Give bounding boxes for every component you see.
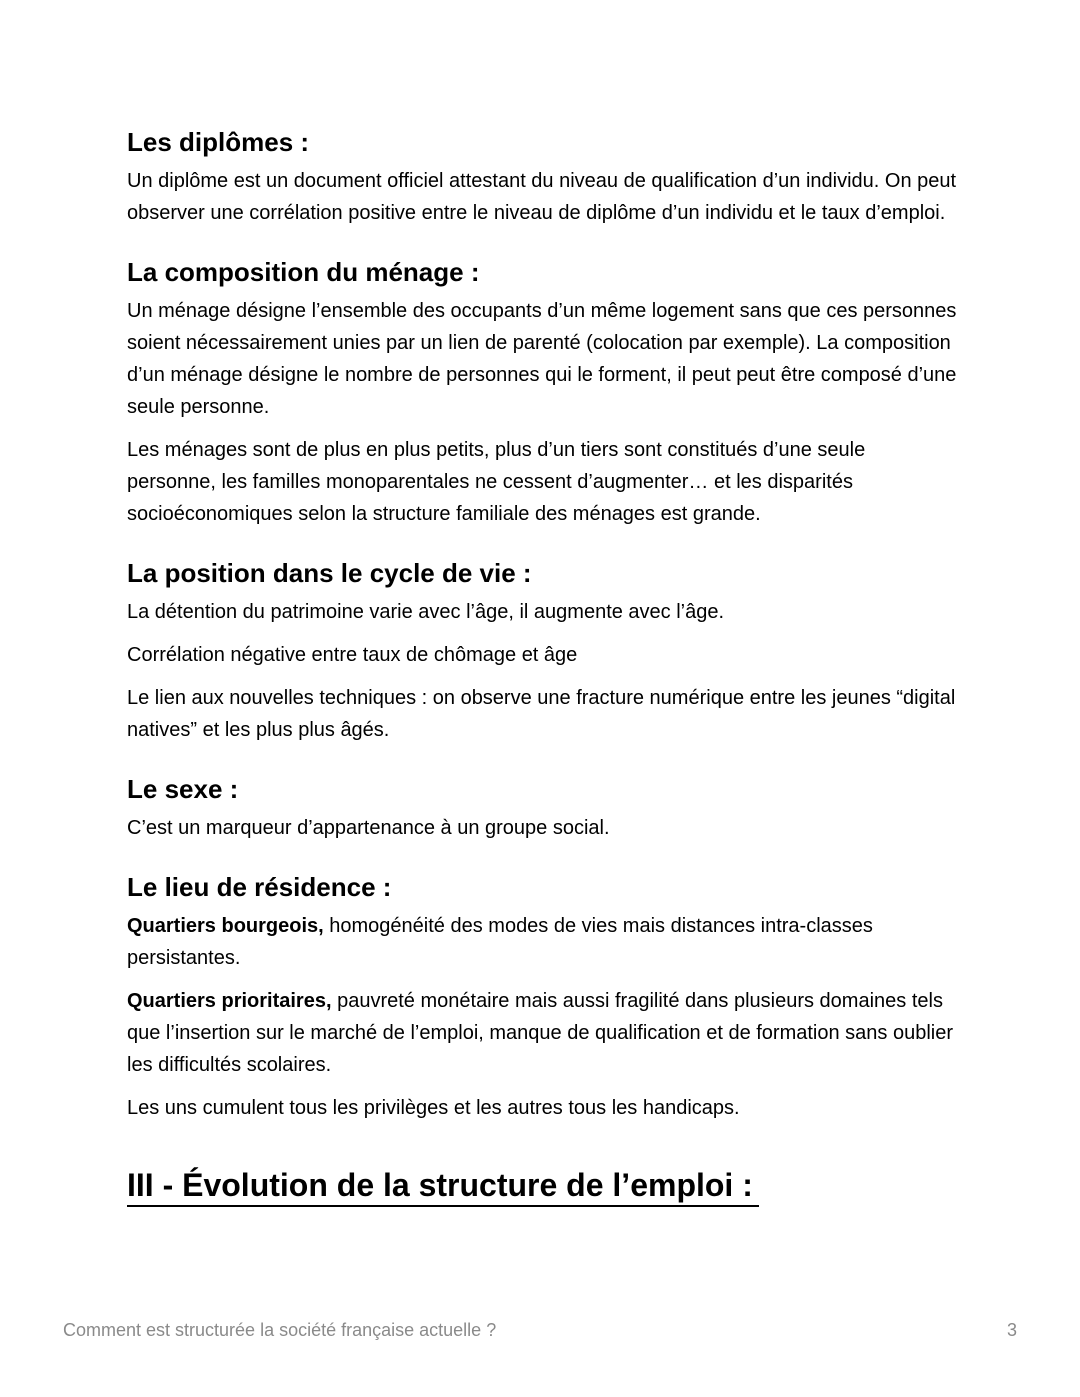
footer-document-title: Comment est structurée la société française actuelle ? bbox=[63, 1320, 497, 1340]
paragraph-residence-2 bbox=[127, 985, 959, 1081]
paragraph-residence-1-text: homogénéité des modes de vies mais distances intra-classes persistantes. bbox=[127, 915, 873, 969]
paragraph-sexe-1: C’est un marqueur d’appartenance à un groupe social. bbox=[127, 817, 610, 839]
paragraph-diplomes-1: Un diplôme est un document officiel attestant du niveau de qualification d’un individu. On peut observer une corrélation positive entre le niveau de diplôme d’un individu et le taux d’emploi. bbox=[127, 170, 957, 224]
page-body bbox=[127, 125, 959, 1207]
paragraph-cycle-3: Le lien aux nouvelles techniques : on observe une fracture numérique entre les jeunes “digital natives” et les plus plus âgés. bbox=[127, 687, 956, 741]
term-quartiers-prioritaires: Quartiers prioritaires, bbox=[127, 990, 332, 1012]
heading-cycle-de-vie: La position dans le cycle de vie : bbox=[127, 558, 532, 588]
heading-lieu-residence: Le lieu de résidence : bbox=[127, 872, 392, 902]
paragraph-cycle-2: Corrélation négative entre taux de chômage et âge bbox=[127, 644, 578, 666]
paragraph-cycle-1: La détention du patrimoine varie avec l’âge, il augmente avec l’âge. bbox=[127, 601, 725, 623]
heading-composition-menage: La composition du ménage : bbox=[127, 257, 480, 287]
paragraph-menage-2: Les ménages sont de plus en plus petits, plus d’un tiers sont constitués d’une seule personne, les familles monoparentales ne cessent d’augmenter… et les disparités socioéconomiques selon la structure familiale des ménages est grande. bbox=[127, 439, 866, 525]
paragraph-residence-1 bbox=[127, 910, 959, 974]
paragraph-menage-1: Un ménage désigne l’ensemble des occupants d’un même logement sans que ces personnes soient nécessairement unies par un lien de parenté (colocation par exemple). La composition d’un ménage désigne le nombre de personnes qui le forment, il peut peut être composé d’une seule personne. bbox=[127, 300, 957, 418]
paragraph-residence-3: Les uns cumulent tous les privilèges et les autres tous les handicaps. bbox=[127, 1097, 740, 1119]
paragraph-residence-2-text: pauvreté monétaire mais aussi fragilité dans plusieurs domaines tels que l’insertion sur le marché de l’emploi, manque de qualification et de formation sans oublier les difficultés scolaires. bbox=[127, 990, 954, 1076]
heading-diplomes: Les diplômes : bbox=[127, 127, 310, 157]
page-number: 3 bbox=[1006, 1320, 1017, 1340]
term-quartiers-bourgeois: Quartiers bourgeois, bbox=[127, 915, 324, 937]
heading-sexe: Le sexe : bbox=[127, 774, 239, 804]
part-heading-evolution-emploi: III - Évolution de la structure de l’emploi : bbox=[127, 1165, 759, 1207]
